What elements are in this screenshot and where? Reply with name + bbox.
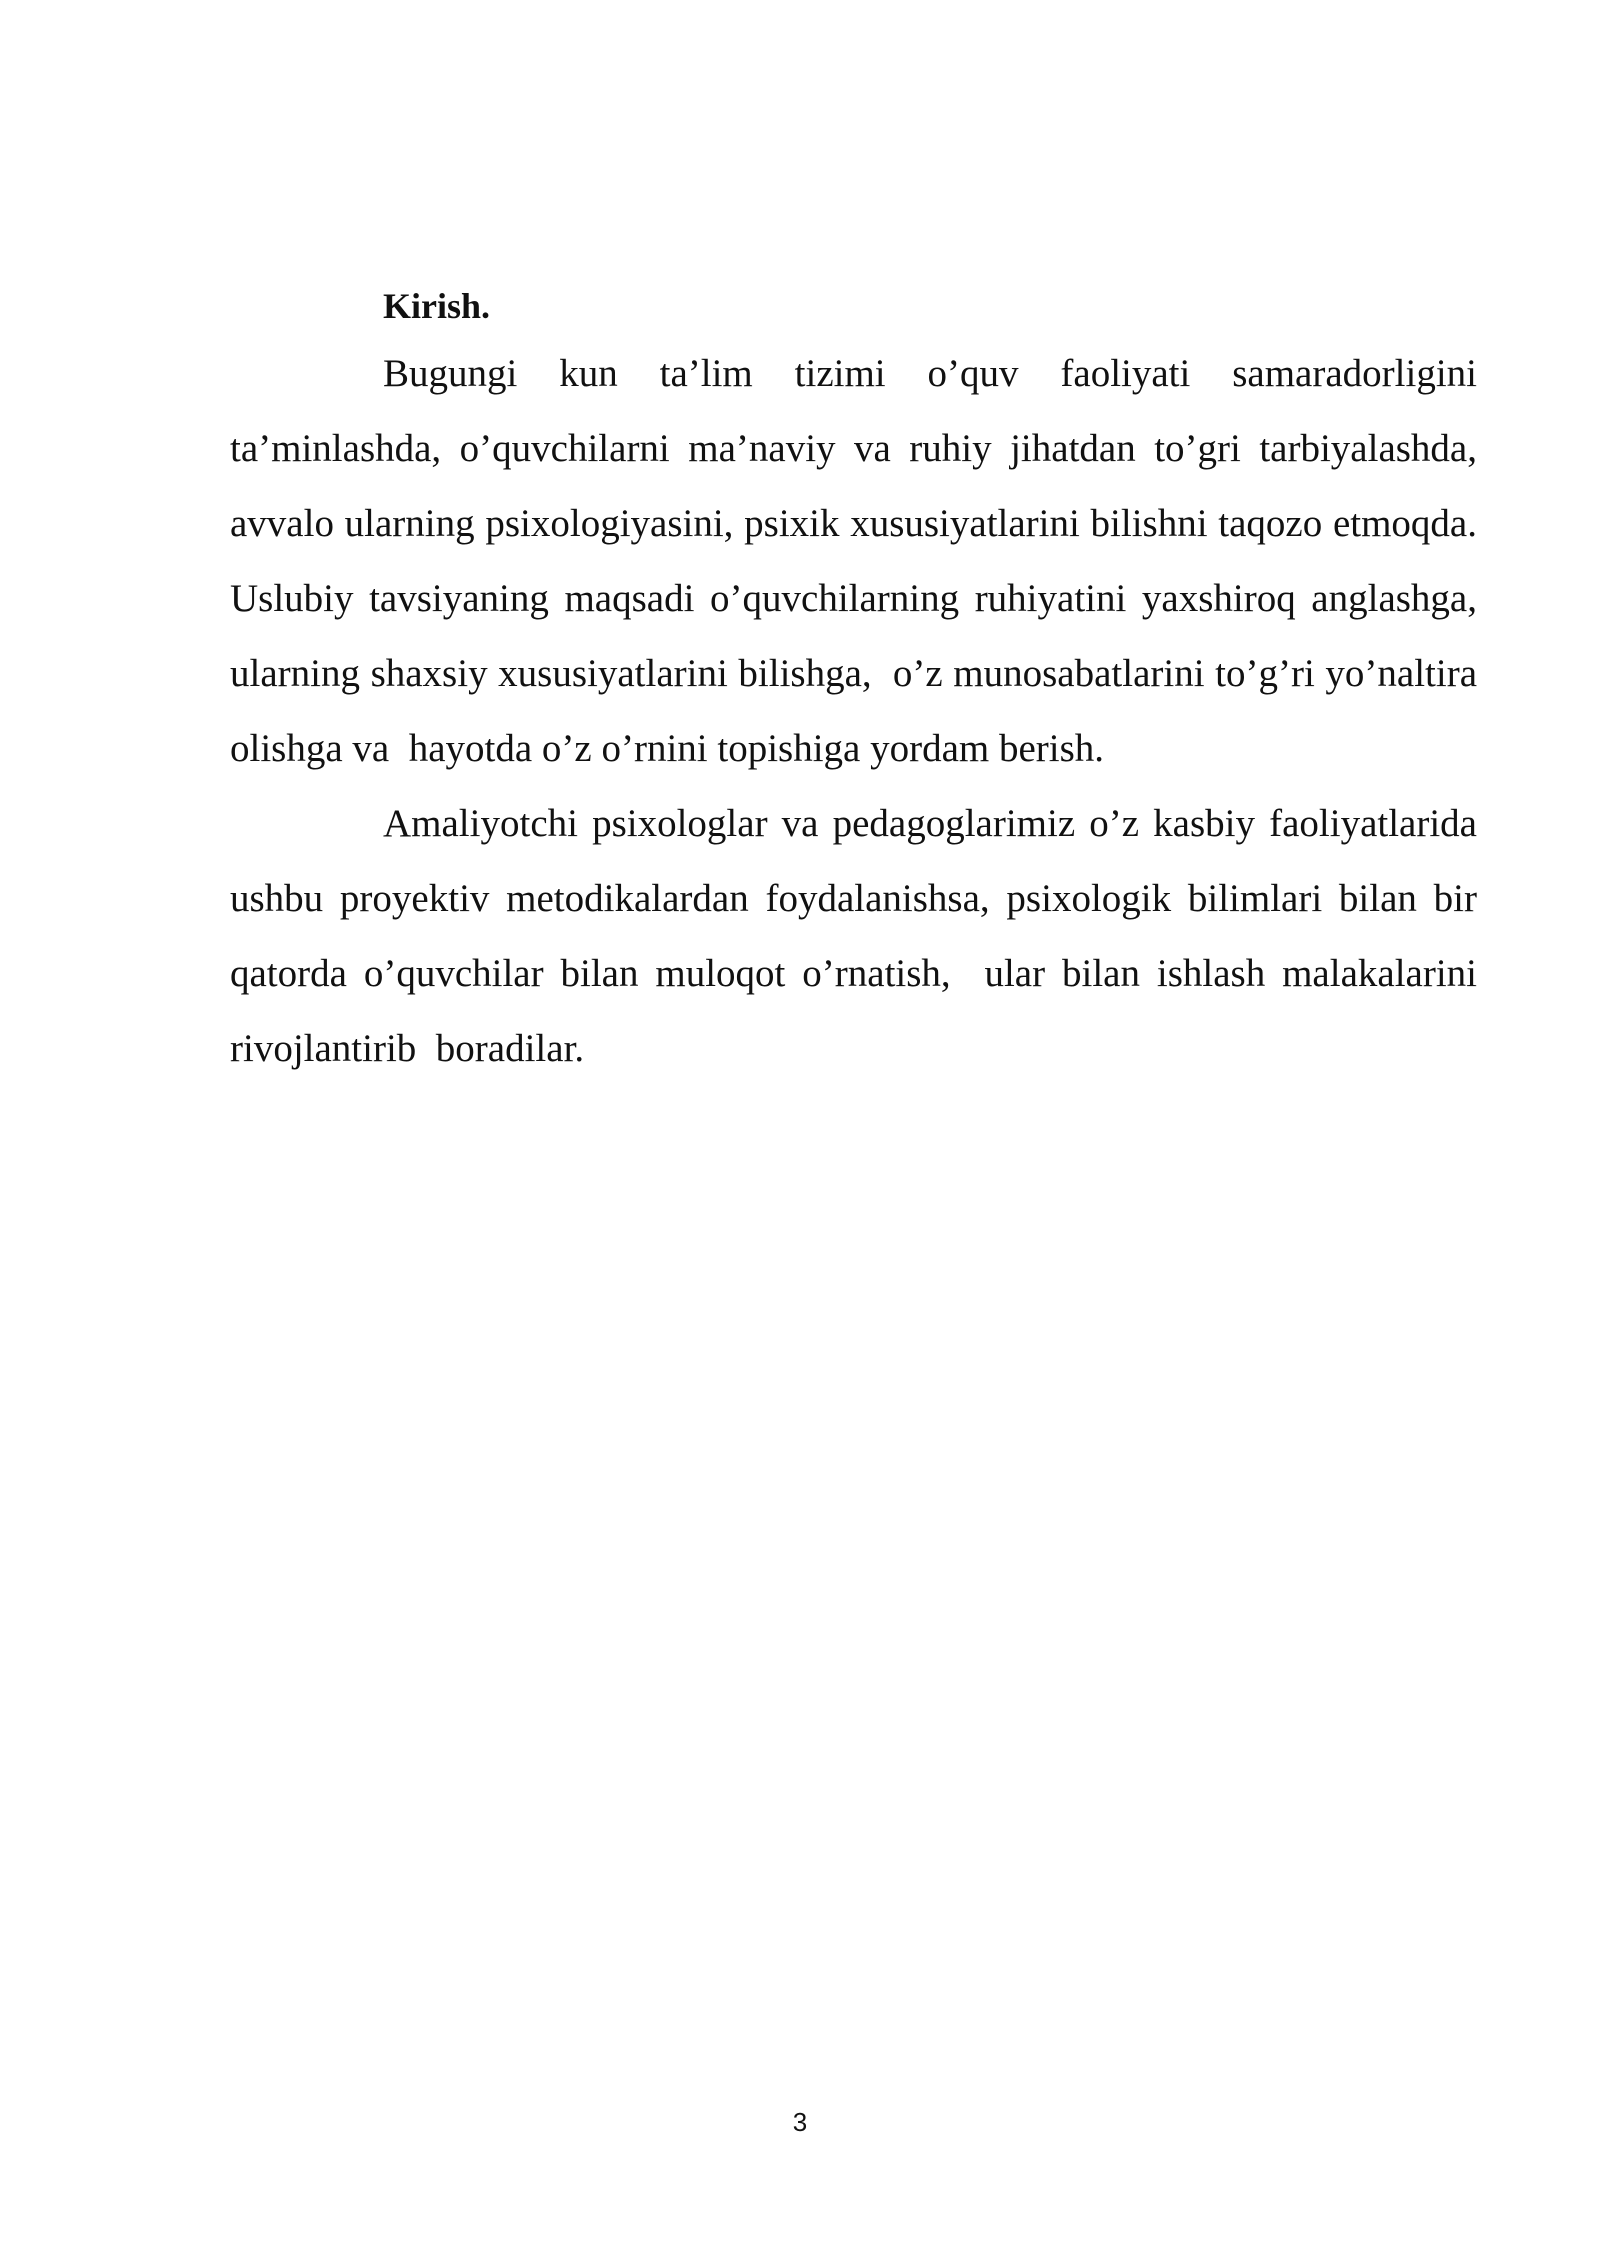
section-heading: Kirish. (383, 286, 491, 326)
document-body (230, 276, 1497, 1086)
paragraph-practitioners: Amaliyotchi psixologlar va pedagoglarimiz o’z kasbiy faoliyatlarida ushbu proyektiv metodikalardan foydalanishsa, psixologik bilimlari bilan bir qatorda o’quvchilar bilan muloqot o’rnatish, ular bilan ishlash malakalarini rivojlantirib boradilar. (230, 802, 1497, 1070)
paragraph-intro: Bugungi kun ta’lim tizimi o’quv faoliyati samaradorligini ta’minlashda, o’quvchilarni ma’naviy va ruhiy jihatdan to’gri tarbiyalashda, avvalo ularning psixologiyasini, psixik xususiyatlarini bilishni taqozo etmoqda. Uslubiy tavsiyaning maqsadi o’quvchilarning ruhiyatini yaxshiroq anglashga, ularning shaxsiy xususiyatlarini bilishga, o’z munosabatlarini to’g’ri yo’naltira olishga va hayotda o’z o’rnini topishiga yordam berish. (230, 352, 1487, 770)
page-number: 3 (792, 2107, 808, 2137)
